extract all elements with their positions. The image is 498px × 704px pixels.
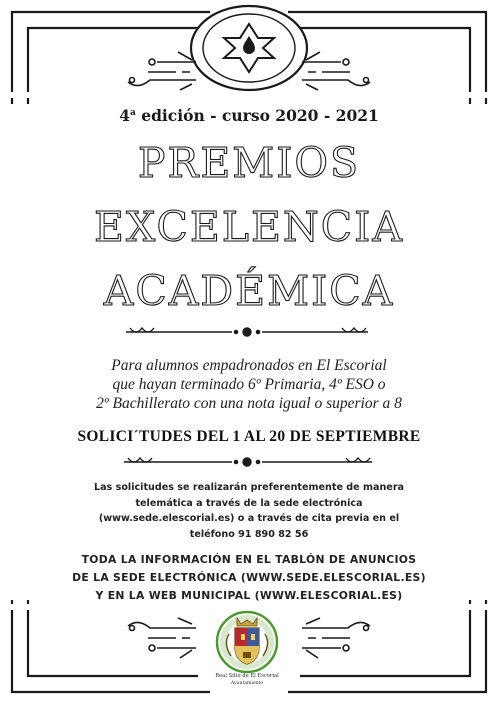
flourish-top-left <box>128 52 196 90</box>
flourish-bottom-right <box>302 618 370 658</box>
edition-course: edición - curso 2020 - 2021 <box>135 106 379 125</box>
title-line-1: PREMIOS <box>137 139 361 187</box>
instructions-line: Las solicitudes se realizarán preferentemente de manera <box>93 482 405 493</box>
eligibility-line: Para alumnos empadronados en El Escorial <box>111 357 387 374</box>
divider-ornament-2 <box>124 458 372 466</box>
info-line: Y EN LA WEB MUNICIPAL (WWW.ELESCORIAL.ES) <box>95 589 403 602</box>
instructions-line: (www.sede.elescorial.es) o a través de cita previa en el <box>98 513 400 524</box>
eligibility-line: 2º Bachillerato con una nota igual o superior a 8 <box>96 395 402 412</box>
eligibility-line: que hayan terminado 6º Primaria, 4º ESO o <box>112 376 386 393</box>
top-medallion <box>191 6 307 90</box>
info-line: TODA LA INFORMACIÓN EN EL TABLÓN DE ANUNCIOS <box>81 553 417 566</box>
title-line-2: EXCELENCIA <box>94 203 404 251</box>
edition-number: 4 <box>119 106 130 125</box>
instructions-line: teléfono 91 890 82 56 <box>189 528 309 540</box>
application-dates: SOLICI´TUDES DEL 1 AL 20 DE SEPTIEMBRE <box>77 428 421 445</box>
logo-caption-1: Real Sitio de El Escorial <box>215 673 279 679</box>
municipal-coat-of-arms-logo <box>205 610 289 686</box>
logo-caption-2: Ayuntamiento <box>230 681 264 686</box>
application-instructions <box>0 480 498 542</box>
divider-ornament-1 <box>126 328 368 336</box>
flourish-top-right <box>302 52 370 90</box>
flourish-bottom-left <box>128 618 196 658</box>
eligibility-text <box>0 356 498 413</box>
title-line-3: ACADÉMICA <box>103 267 395 315</box>
information-notice <box>0 551 498 605</box>
edition-line <box>0 106 498 125</box>
info-line: DE LA SEDE ELECTRÓNICA (WWW.SEDE.ELESCORIAL.ES) <box>72 571 426 584</box>
edition-ordinal: a <box>129 107 136 118</box>
instructions-line: telemática a través de la sede electrónica <box>135 497 363 509</box>
